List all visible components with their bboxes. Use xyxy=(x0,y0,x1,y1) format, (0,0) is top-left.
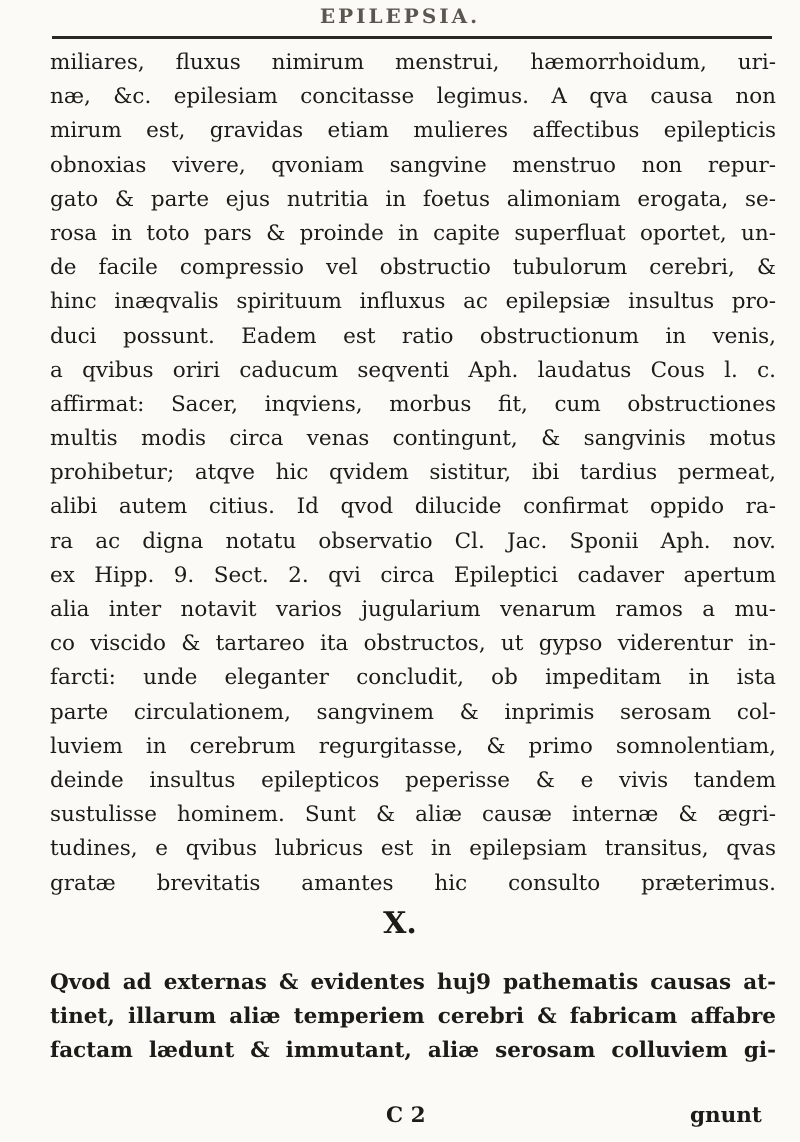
text-line: gratæ brevitatis amantes hic consulto præterimus. xyxy=(50,870,776,896)
text-line: affirmat: Sacer, inqviens, morbus fit, cum obstructiones xyxy=(50,391,776,417)
text-line: deinde insultus epilepticos peperisse & e vivis tandem xyxy=(50,767,776,793)
text-line: rosa in toto pars & proinde in capite superfluat oportet, un- xyxy=(50,220,776,246)
text-line: multis modis circa venas contingunt, & sangvinis motus xyxy=(50,426,776,452)
text-line: hinc inæqvalis spirituum influxus ac epilepsiæ insultus pro- xyxy=(50,289,776,315)
text-line: de facile compressio vel obstructio tubulorum cerebri, & xyxy=(50,255,776,281)
signature-mark: C 2 xyxy=(386,1103,426,1128)
text-line: gato & parte ejus nutritia in foetus alimoniam erogata, se- xyxy=(50,186,776,212)
text-line: parte circulationem, sangvinem & inprimis serosam col- xyxy=(50,699,776,725)
text-line: factam lædunt & immutant, aliæ serosam colluviem gi- xyxy=(50,1038,776,1064)
catchword: gnunt xyxy=(690,1103,762,1128)
text-line: a qvibus oriri caducum seqventi Aph. laudatus Cous l. c. xyxy=(50,357,776,383)
page-footer xyxy=(0,1099,800,1133)
text-line: tudines, e qvibus lubricus est in epilepsiam transitus, qvas xyxy=(50,836,776,862)
main-paragraph xyxy=(50,46,776,901)
text-line: alia inter notavit varios jugularium venarum ramos a mu- xyxy=(50,597,776,622)
text-line: luviem in cerebrum regurgitasse, & primo somnolentiam, xyxy=(50,733,776,759)
text-line: alibi autem citius. Id qvod dilucide confirmat oppido ra- xyxy=(50,494,776,520)
text-line: co viscido & tartareo ita obstructos, ut gypso viderentur in- xyxy=(50,631,776,657)
text-line: næ, &c. epilesiam concitasse legimus. A qva causa non xyxy=(50,84,776,110)
text-line: ra ac digna notatu observatio Cl. Jac. Sponii Aph. nov. xyxy=(50,528,776,554)
section-paragraph xyxy=(50,966,776,1069)
header-rule xyxy=(52,36,772,39)
text-line: sustulisse hominem. Sunt & aliæ causæ internæ & ægri- xyxy=(50,802,776,828)
text-line: prohibetur; atqve hic qvidem sistitur, ibi tardius permeat, xyxy=(50,460,776,486)
running-head: EPILEPSIA. xyxy=(319,4,481,28)
text-line: Qvod ad externas & evidentes huj9 pathematis causas at- xyxy=(50,970,776,995)
text-line: miliares, fluxus nimirum menstrui, hæmorrhoidum, uri- xyxy=(50,50,776,75)
text-line: mirum est, gravidas etiam mulieres affectibus epilepticis xyxy=(50,118,776,144)
text-line: duci possunt. Eadem est ratio obstructionum in venis, xyxy=(50,323,776,349)
text-line: farcti: unde eleganter concludit, ob impeditam in ista xyxy=(50,665,776,691)
section-number: X. xyxy=(383,906,417,941)
text-line: ex Hipp. 9. Sect. 2. qvi circa Epileptici cadaver apertum xyxy=(50,562,776,588)
text-line: obnoxias vivere, qvoniam sangvine menstruo non repur- xyxy=(50,152,776,178)
text-line: tinet, illarum aliæ temperiem cerebri & fabricam affabre xyxy=(50,1004,776,1030)
